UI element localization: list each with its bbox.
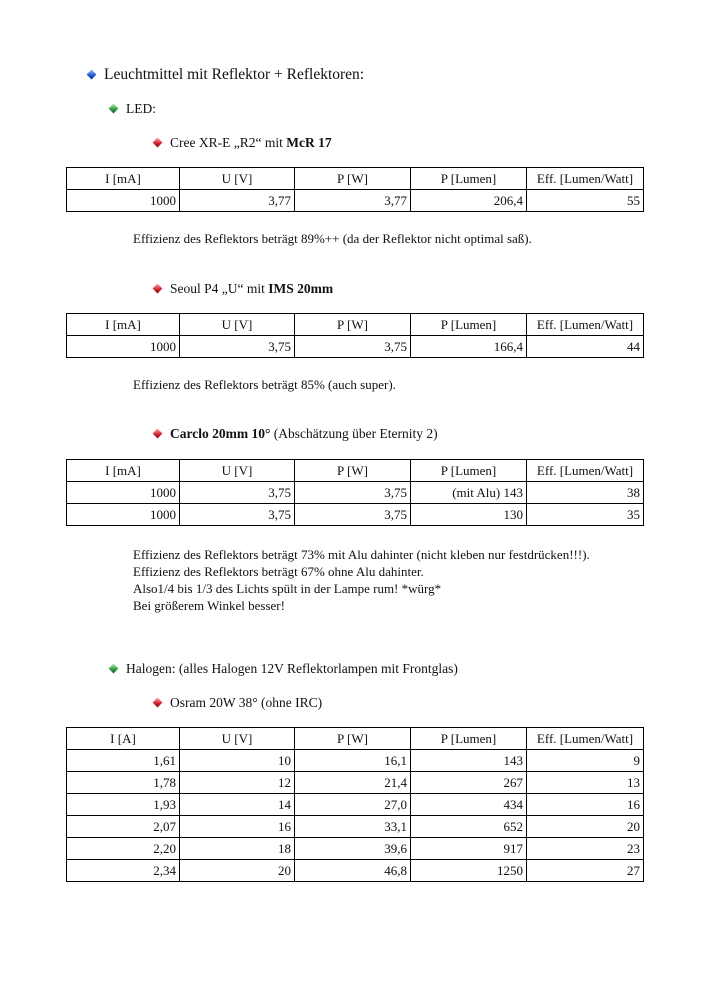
red-diamond-bullet-icon — [153, 698, 163, 708]
main-heading: Leuchtmittel mit Reflektor + Reflektoren: — [88, 66, 364, 84]
table-cell: 1000 — [67, 482, 180, 504]
table-cell: 267 — [411, 772, 527, 794]
table-row — [67, 750, 644, 772]
table-row — [67, 482, 644, 504]
table-cell: 2,07 — [67, 816, 180, 838]
header-cell: P [W] — [295, 168, 411, 190]
header-cell: U [V] — [180, 460, 295, 482]
red-diamond-bullet-icon — [153, 138, 163, 148]
table-cell: 3,75 — [295, 336, 411, 358]
table-row — [67, 816, 644, 838]
cree-note: Effizienz des Reflektors beträgt 89%++ (da der Reflektor nicht optimal saß). — [133, 231, 532, 246]
table-cell: 16 — [527, 794, 644, 816]
header-cell: P [Lumen] — [411, 728, 527, 750]
table-cell: 2,20 — [67, 838, 180, 860]
header-cell: I [mA] — [67, 460, 180, 482]
table-cell: 13 — [527, 772, 644, 794]
header-cell: P [W] — [295, 314, 411, 336]
table-header-row — [67, 168, 644, 190]
table-cell: 10 — [180, 750, 295, 772]
red-diamond-bullet-icon — [153, 429, 163, 439]
seoul-subheading: Seoul P4 „U“ mit IMS 20mm — [154, 281, 333, 297]
table-cell: 14 — [180, 794, 295, 816]
header-cell: Eff. [Lumen/Watt] — [527, 314, 644, 336]
carclo-subheading: Carclo 20mm 10° (Abschätzung über Eternity 2) — [154, 426, 438, 442]
header-cell: P [Lumen] — [411, 460, 527, 482]
table-cell: 434 — [411, 794, 527, 816]
header-cell: U [V] — [180, 314, 295, 336]
table-header-row — [67, 728, 644, 750]
table-cell: 3,77 — [180, 190, 295, 212]
table-cell: 16 — [180, 816, 295, 838]
table-cell: 1,93 — [67, 794, 180, 816]
table-cell: 652 — [411, 816, 527, 838]
table-header-row — [67, 460, 644, 482]
table-row — [67, 794, 644, 816]
table-cell: 9 — [527, 750, 644, 772]
red-diamond-bullet-icon — [153, 284, 163, 294]
table-cell: 1000 — [67, 504, 180, 526]
table-cell: 44 — [527, 336, 644, 358]
table-cell: 3,75 — [180, 482, 295, 504]
table-cell: 21,4 — [295, 772, 411, 794]
table-cell: 27,0 — [295, 794, 411, 816]
table-cell: 3,75 — [295, 504, 411, 526]
table-row — [67, 336, 644, 358]
table-cell: 20 — [180, 860, 295, 882]
carclo-table — [66, 459, 644, 526]
table-cell: 16,1 — [295, 750, 411, 772]
header-cell: P [W] — [295, 728, 411, 750]
table-cell: 130 — [411, 504, 527, 526]
table-header-row — [67, 314, 644, 336]
table-cell: 3,75 — [180, 336, 295, 358]
table-cell: 1250 — [411, 860, 527, 882]
table-cell: 18 — [180, 838, 295, 860]
header-cell: I [mA] — [67, 168, 180, 190]
carclo-notes: Effizienz des Reflektors beträgt 73% mit Alu dahinter (nicht kleben nur festdrücken!!!). Effizienz des Reflektors beträgt 67% ohne Alu dahinter. Also1/4 bis 1/3 des Lichts spült in der Lampe rum! *würg* Bei größerem Winkel besser! — [133, 547, 590, 613]
table-cell: (mit Alu) 143 — [411, 482, 527, 504]
table-cell: 3,75 — [295, 482, 411, 504]
green-diamond-bullet-icon — [109, 104, 119, 114]
cree-table — [66, 167, 644, 212]
table-cell: 206,4 — [411, 190, 527, 212]
table-cell: 917 — [411, 838, 527, 860]
header-cell: P [Lumen] — [411, 314, 527, 336]
halogen-section-label: Halogen: (alles Halogen 12V Reflektorlampen mit Frontglas) — [110, 661, 458, 677]
table-cell: 12 — [180, 772, 295, 794]
table-cell: 1,78 — [67, 772, 180, 794]
table-cell: 1000 — [67, 336, 180, 358]
blue-diamond-bullet-icon — [87, 70, 97, 80]
table-cell: 2,34 — [67, 860, 180, 882]
led-section-label: LED: — [110, 101, 156, 117]
header-cell: P [W] — [295, 460, 411, 482]
table-cell: 35 — [527, 504, 644, 526]
header-cell: Eff. [Lumen/Watt] — [527, 168, 644, 190]
table-cell: 1000 — [67, 190, 180, 212]
header-cell: I [A] — [67, 728, 180, 750]
table-row — [67, 190, 644, 212]
table-cell: 1,61 — [67, 750, 180, 772]
header-cell: Eff. [Lumen/Watt] — [527, 728, 644, 750]
osram-subheading: Osram 20W 38° (ohne IRC) — [154, 695, 322, 711]
cree-subheading: Cree XR-E „R2“ mit McR 17 — [154, 135, 332, 151]
table-cell: 3,75 — [180, 504, 295, 526]
table-cell: 23 — [527, 838, 644, 860]
seoul-table — [66, 313, 644, 358]
header-cell: P [Lumen] — [411, 168, 527, 190]
header-cell: Eff. [Lumen/Watt] — [527, 460, 644, 482]
green-diamond-bullet-icon — [109, 664, 119, 674]
table-cell: 166,4 — [411, 336, 527, 358]
table-row — [67, 860, 644, 882]
table-cell: 38 — [527, 482, 644, 504]
table-cell: 143 — [411, 750, 527, 772]
table-cell: 46,8 — [295, 860, 411, 882]
seoul-note: Effizienz des Reflektors beträgt 85% (auch super). — [133, 377, 396, 392]
table-cell: 27 — [527, 860, 644, 882]
table-cell: 55 — [527, 190, 644, 212]
table-cell: 33,1 — [295, 816, 411, 838]
header-cell: U [V] — [180, 168, 295, 190]
table-cell: 3,77 — [295, 190, 411, 212]
header-cell: I [mA] — [67, 314, 180, 336]
table-row — [67, 838, 644, 860]
table-row — [67, 772, 644, 794]
table-cell: 39,6 — [295, 838, 411, 860]
osram-table — [66, 727, 644, 882]
table-row — [67, 504, 644, 526]
header-cell: U [V] — [180, 728, 295, 750]
table-cell: 20 — [527, 816, 644, 838]
